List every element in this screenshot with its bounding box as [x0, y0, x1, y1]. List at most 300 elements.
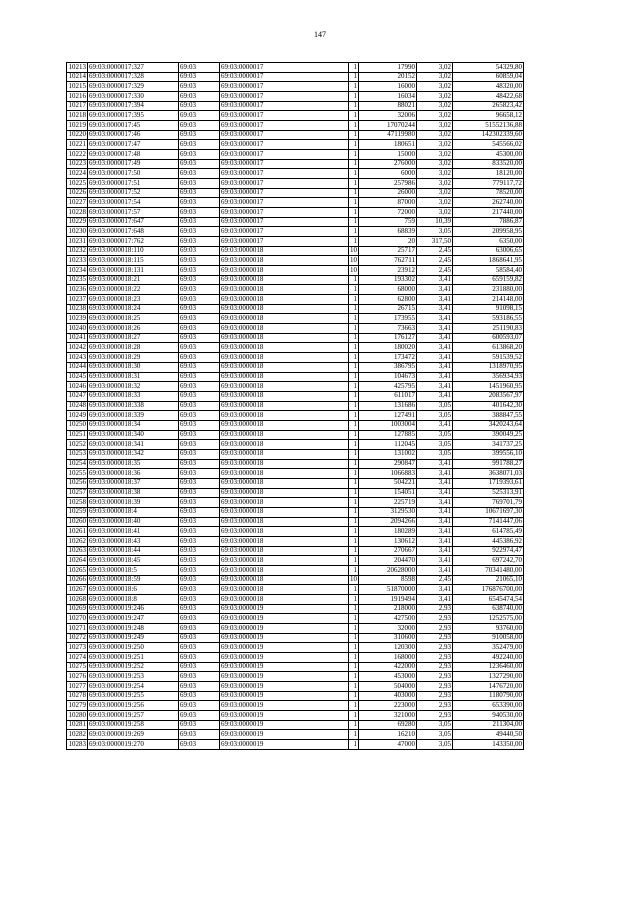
row-number-cell: 10224: [68, 168, 86, 177]
group-code-cell: 1: [349, 420, 359, 430]
cadastral-number-cell: 69:03:0000018:45: [88, 556, 179, 566]
cadastral-block-cell: 69:03:0000018: [220, 333, 349, 343]
cadastral-value-cell: 51552136,88: [453, 121, 524, 131]
group-code-cell: 1: [349, 556, 359, 566]
area-cell: 72000: [359, 208, 417, 218]
cadastral-block-cell: 69:03:0000018: [220, 256, 349, 266]
table-row: [67, 343, 524, 353]
table-row: [67, 682, 524, 692]
row-number-cell: 10253: [68, 449, 86, 458]
group-code-cell: 1: [349, 411, 359, 421]
table-row: [67, 720, 524, 730]
cadastral-value-cell: 176876700,00: [453, 585, 524, 595]
cadastral-block-cell: 69:03:0000018: [220, 565, 349, 575]
district-code-cell: 69:03: [179, 682, 220, 692]
group-code-cell: 1: [349, 208, 359, 218]
table-row: [67, 498, 524, 508]
row-number-cell: 10230: [68, 227, 86, 235]
cadastral-value-cell: 209958,95: [453, 227, 524, 237]
cadastral-number-cell: 69:03:0000018:110: [88, 246, 179, 256]
group-code-cell: 1: [349, 169, 359, 179]
group-code-cell: 1: [349, 304, 359, 314]
cadastral-value-cell: 614785,49: [453, 527, 524, 537]
cadastral-number-cell: 69:03:0000019:251: [88, 652, 179, 662]
area-cell: 611017: [359, 391, 417, 401]
area-cell: 168000: [359, 652, 417, 662]
table-row: [67, 517, 524, 527]
specific-value-cell: 3,02: [417, 121, 453, 131]
cadastral-value-cell: 1327290,00: [453, 672, 524, 682]
cadastral-value-cell: 78520,00: [453, 188, 524, 198]
cadastral-number-cell: 69:03:0000018:34: [88, 420, 179, 430]
specific-value-cell: 3,02: [417, 179, 453, 189]
row-number-cell: 10274: [68, 652, 86, 661]
group-code-cell: 1: [349, 643, 359, 653]
cadastral-block-cell: 69:03:0000018: [220, 401, 349, 411]
cadastral-value-cell: 231880,00: [453, 285, 524, 295]
group-code-cell: 1: [349, 565, 359, 575]
area-cell: 504221: [359, 478, 417, 488]
cadastral-number-cell: 69:03:0000018:342: [88, 449, 179, 459]
group-code-cell: 1: [349, 498, 359, 508]
table-row: [67, 430, 524, 440]
area-cell: 180651: [359, 140, 417, 150]
area-cell: 32000: [359, 623, 417, 633]
cadastral-value-cell: 251190,83: [453, 324, 524, 334]
cadastral-number-cell: 69:03:0000017:330: [88, 92, 179, 102]
cadastral-number-cell: 69:03:0000018:23: [88, 295, 179, 305]
row-number-cell: 10262: [68, 536, 86, 545]
district-code-cell: 69:03: [179, 401, 220, 411]
table-row: [67, 82, 524, 92]
district-code-cell: 69:03: [179, 130, 220, 140]
area-cell: 225719: [359, 498, 417, 508]
cadastral-value-cell: 262740,00: [453, 198, 524, 208]
page-number: 147: [314, 30, 326, 39]
cadastral-value-cell: 18120,00: [453, 169, 524, 179]
cadastral-block-cell: 69:03:0000018: [220, 275, 349, 285]
cadastral-block-cell: 69:03:0000018: [220, 527, 349, 537]
table-row: [67, 121, 524, 131]
cadastral-value-cell: 390049,25: [453, 430, 524, 440]
cadastral-value-cell: 401642,30: [453, 401, 524, 411]
group-code-cell: 10: [350, 575, 357, 584]
cadastral-value-cell: 21065,10: [453, 575, 524, 585]
area-cell: 20628000: [359, 565, 417, 575]
cadastral-block-cell: 69:03:0000017: [220, 237, 349, 247]
table-row: [67, 314, 524, 324]
specific-value-cell: 3,02: [417, 101, 453, 111]
table-row: [67, 672, 524, 682]
table-row: [67, 546, 524, 556]
specific-value-cell: 3,41: [417, 304, 453, 314]
group-code-cell: 1: [349, 585, 359, 595]
district-code-cell: 69:03: [179, 208, 220, 218]
area-cell: 62800: [359, 295, 417, 305]
group-code-cell: 1: [349, 536, 359, 546]
group-code-cell: 1: [349, 92, 359, 102]
area-cell: 427500: [359, 614, 417, 624]
district-code-cell: 69:03: [179, 391, 220, 401]
area-cell: 88021: [359, 101, 417, 111]
district-code-cell: 69:03: [179, 691, 220, 701]
row-number-cell: 10242: [68, 343, 86, 352]
group-code-cell: 1: [349, 662, 359, 672]
cadastral-value-cell: 217440,00: [453, 208, 524, 218]
district-code-cell: 69:03: [179, 314, 220, 324]
cadastral-block-cell: 69:03:0000018: [220, 507, 349, 517]
cadastral-value-cell: 45300,00: [453, 150, 524, 160]
group-code-cell: 1: [349, 430, 359, 440]
row-number-cell: 10237: [68, 294, 86, 303]
cadastral-value-cell: 653390,00: [453, 701, 524, 711]
cadastral-number-cell: 69:03:0000019:255: [88, 691, 179, 701]
cadastral-block-cell: 69:03:0000017: [220, 130, 349, 140]
area-cell: 3129530: [359, 507, 417, 517]
cadastral-number-cell: 69:03:0000017:54: [88, 198, 179, 208]
cadastral-block-cell: 69:03:0000017: [220, 92, 349, 102]
cadastral-number-cell: 69:03:0000018:30: [88, 362, 179, 372]
cadastral-block-cell: 69:03:0000019: [220, 711, 349, 721]
area-cell: 17990: [359, 63, 417, 73]
cadastral-block-cell: 69:03:0000017: [220, 188, 349, 198]
row-number-cell: 10275: [68, 662, 86, 671]
row-number-cell: 10218: [68, 110, 86, 119]
cadastral-value-cell: 1180790,00: [453, 691, 524, 701]
cadastral-value-cell: 7141447,06: [453, 517, 524, 527]
table-row: [67, 362, 524, 372]
area-cell: 204470: [359, 556, 417, 566]
cadastral-number-cell: 69:03:0000018:59: [88, 575, 179, 585]
row-number-cell: 10229: [68, 217, 86, 226]
specific-value-cell: 3,41: [417, 372, 453, 382]
cadastral-block-cell: 69:03:0000018: [220, 285, 349, 295]
cadastral-number-cell: 69:03:0000019:257: [88, 711, 179, 721]
specific-value-cell: 3,41: [417, 275, 453, 285]
table-row: [67, 449, 524, 459]
row-number-cell: 10271: [68, 623, 86, 632]
area-cell: 173955: [359, 314, 417, 324]
table-row: [67, 295, 524, 305]
table-row: [67, 691, 524, 701]
group-code-cell: 1: [349, 275, 359, 285]
specific-value-cell: 3,02: [417, 198, 453, 208]
specific-value-cell: 3,05: [417, 440, 453, 450]
specific-value-cell: 2,93: [417, 682, 453, 692]
area-cell: 310600: [359, 633, 417, 643]
table-row: [67, 614, 524, 624]
cadastral-number-cell: 69:03:0000018:37: [88, 478, 179, 488]
cadastral-value-cell: 1868641,95: [453, 256, 524, 266]
table-row: [67, 324, 524, 334]
cadastral-block-cell: 69:03:0000018: [220, 498, 349, 508]
cadastral-block-cell: 69:03:0000019: [220, 633, 349, 643]
row-number-cell: 10215: [68, 81, 86, 90]
table-row: [67, 652, 524, 662]
specific-value-cell: 3,41: [417, 517, 453, 527]
row-number-cell: 10272: [68, 633, 86, 642]
group-code-cell: 1: [349, 652, 359, 662]
cadastral-number-cell: 69:03:0000019:247: [88, 614, 179, 624]
district-code-cell: 69:03: [179, 594, 220, 604]
area-cell: 218000: [359, 604, 417, 614]
specific-value-cell: 3,41: [417, 285, 453, 295]
table-row: [67, 459, 524, 469]
district-code-cell: 69:03: [179, 63, 220, 73]
district-code-cell: 69:03: [179, 585, 220, 595]
row-number-cell: 10260: [68, 517, 86, 526]
cadastral-block-cell: 69:03:0000019: [220, 691, 349, 701]
cadastral-block-cell: 69:03:0000018: [220, 469, 349, 479]
cadastral-block-cell: 69:03:0000018: [220, 556, 349, 566]
group-code-cell: 1: [349, 227, 359, 237]
group-code-cell: 1: [349, 333, 359, 343]
cadastral-value-cell: 545566,02: [453, 140, 524, 150]
group-code-cell: 1: [349, 343, 359, 353]
specific-value-cell: 2,45: [417, 256, 453, 266]
table-row: [67, 63, 524, 73]
cadastral-value-cell: 399556,10: [453, 449, 524, 459]
area-cell: 47119980: [359, 130, 417, 140]
specific-value-cell: 3,41: [417, 382, 453, 392]
district-code-cell: 69:03: [179, 517, 220, 527]
table-row: [67, 662, 524, 672]
cadastral-block-cell: 69:03:0000019: [220, 643, 349, 653]
table-row: [67, 391, 524, 401]
cadastral-block-cell: 69:03:0000018: [220, 411, 349, 421]
cadastral-number-cell: 69:03:0000017:52: [88, 188, 179, 198]
table-row: [67, 575, 524, 585]
cadastral-value-cell: 1476720,00: [453, 682, 524, 692]
area-cell: 386795: [359, 362, 417, 372]
specific-value-cell: 3,02: [417, 72, 453, 82]
cadastral-number-cell: 69:03:0000019:256: [88, 701, 179, 711]
row-number-cell: 10278: [68, 691, 86, 700]
specific-value-cell: 3,41: [417, 343, 453, 353]
cadastral-block-cell: 69:03:0000017: [220, 72, 349, 82]
row-number-cell: 10259: [68, 507, 86, 516]
row-number-cell: 10236: [68, 285, 86, 294]
district-code-cell: 69:03: [179, 121, 220, 131]
cadastral-value-cell: 525313,91: [453, 488, 524, 498]
cadastral-number-cell: 69:03:0000017:329: [88, 82, 179, 92]
area-cell: 51870000: [359, 585, 417, 595]
area-cell: 403000: [359, 691, 417, 701]
specific-value-cell: 3,41: [417, 333, 453, 343]
district-code-cell: 69:03: [179, 362, 220, 372]
group-code-cell: 1: [349, 449, 359, 459]
cadastral-number-cell: 69:03:0000018:26: [88, 324, 179, 334]
area-cell: 120300: [359, 643, 417, 653]
area-cell: 16034: [359, 92, 417, 102]
cadastral-number-cell: 69:03:0000017:762: [88, 237, 179, 247]
cadastral-number-cell: 69:03:0000018:39: [88, 498, 179, 508]
district-code-cell: 69:03: [179, 556, 220, 566]
area-cell: 16210: [359, 730, 417, 740]
area-cell: 762711: [359, 256, 417, 266]
table-row: [67, 353, 524, 363]
cadastral-number-cell: 69:03:0000019:252: [88, 662, 179, 672]
group-code-cell: 1: [349, 188, 359, 198]
cadastral-block-cell: 69:03:0000019: [220, 662, 349, 672]
row-number-cell: 10241: [68, 333, 86, 342]
cadastral-block-cell: 69:03:0000017: [220, 179, 349, 189]
table-row: [67, 740, 524, 750]
group-code-cell: 1: [349, 101, 359, 111]
cadastral-number-cell: 69:03:0000017:50: [88, 169, 179, 179]
area-cell: 1066883: [359, 469, 417, 479]
specific-value-cell: 3,05: [417, 449, 453, 459]
row-number-cell: 10243: [68, 352, 86, 361]
group-code-cell: 1: [349, 507, 359, 517]
group-code-cell: 1: [349, 314, 359, 324]
table-row: [67, 217, 524, 227]
specific-value-cell: 3,02: [417, 111, 453, 121]
district-code-cell: 69:03: [179, 275, 220, 285]
group-code-cell: 1: [349, 720, 359, 730]
cadastral-value-cell: 922974,47: [453, 546, 524, 556]
cadastral-block-cell: 69:03:0000017: [220, 82, 349, 92]
area-cell: 180020: [359, 343, 417, 353]
specific-value-cell: 3,02: [417, 159, 453, 169]
group-code-cell: 1: [349, 111, 359, 121]
cadastral-number-cell: 69:03:0000018:340: [88, 430, 179, 440]
cadastral-block-cell: 69:03:0000018: [220, 372, 349, 382]
cadastral-value-cell: 63006,65: [453, 246, 524, 256]
specific-value-cell: 10,39: [417, 217, 453, 227]
group-code-cell: 1: [349, 488, 359, 498]
table-body: [67, 63, 524, 750]
cadastral-block-cell: 69:03:0000017: [220, 111, 349, 121]
table-row: [67, 372, 524, 382]
cadastral-number-cell: 69:03:0000017:647: [88, 217, 179, 227]
cadastral-value-cell: 600593,07: [453, 333, 524, 343]
row-number-cell: 10248: [68, 401, 86, 410]
group-code-cell: 1: [349, 633, 359, 643]
table-row: [67, 401, 524, 411]
district-code-cell: 69:03: [179, 730, 220, 740]
cadastral-number-cell: 69:03:0000018:4: [88, 507, 179, 517]
table-row: [67, 730, 524, 740]
area-cell: 8598: [359, 575, 417, 585]
district-code-cell: 69:03: [179, 488, 220, 498]
cadastral-number-cell: 69:03:0000019:248: [88, 623, 179, 633]
area-cell: 173472: [359, 353, 417, 363]
row-number-cell: 10217: [68, 101, 86, 110]
district-code-cell: 69:03: [179, 227, 220, 237]
area-cell: 131002: [359, 449, 417, 459]
cadastral-value-cell: 96658,12: [453, 111, 524, 121]
specific-value-cell: 3,41: [417, 527, 453, 537]
specific-value-cell: 2,93: [417, 633, 453, 643]
table-row: [67, 275, 524, 285]
row-number-cell: 10245: [68, 372, 86, 381]
group-code-cell: 1: [349, 730, 359, 740]
specific-value-cell: 3,02: [417, 169, 453, 179]
area-cell: 112045: [359, 440, 417, 450]
row-number-cell: 10246: [68, 381, 86, 390]
specific-value-cell: 2,93: [417, 604, 453, 614]
table-row: [67, 130, 524, 140]
area-cell: 276000: [359, 159, 417, 169]
cadastral-number-cell: 69:03:0000017:328: [88, 72, 179, 82]
table-row: [67, 411, 524, 421]
cadastral-number-cell: 69:03:0000018:32: [88, 382, 179, 392]
cadastral-number-cell: 69:03:0000018:25: [88, 314, 179, 324]
cadastral-value-cell: 991788,27: [453, 459, 524, 469]
specific-value-cell: 3,41: [417, 469, 453, 479]
cadastral-value-cell: 341737,25: [453, 440, 524, 450]
specific-value-cell: 3,05: [417, 411, 453, 421]
area-cell: 104673: [359, 372, 417, 382]
row-number-cell: 10249: [68, 410, 86, 419]
district-code-cell: 69:03: [179, 285, 220, 295]
group-code-cell: 1: [349, 72, 359, 82]
group-code-cell: 1: [349, 546, 359, 556]
district-code-cell: 69:03: [179, 237, 220, 247]
cadastral-number-cell: 69:03:0000018:44: [88, 546, 179, 556]
cadastral-value-cell: 388847,55: [453, 411, 524, 421]
table-row: [67, 507, 524, 517]
row-number-cell: 10268: [68, 594, 86, 603]
row-number-cell: 10232: [68, 246, 86, 255]
cadastral-number-cell: 69:03:0000018:5: [88, 565, 179, 575]
cadastral-number-cell: 69:03:0000018:6: [88, 585, 179, 595]
specific-value-cell: 3,02: [417, 92, 453, 102]
table-row: [67, 594, 524, 604]
specific-value-cell: 3,41: [417, 594, 453, 604]
cadastral-value-cell: 70341480,00: [453, 565, 524, 575]
group-code-cell: 1: [349, 362, 359, 372]
cadastral-number-cell: 69:03:0000019:270: [88, 740, 179, 750]
specific-value-cell: 3,02: [417, 208, 453, 218]
district-code-cell: 69:03: [179, 643, 220, 653]
cadastral-block-cell: 69:03:0000018: [220, 536, 349, 546]
group-code-cell: 1: [349, 623, 359, 633]
cadastral-block-cell: 69:03:0000017: [220, 198, 349, 208]
cadastral-number-cell: 69:03:0000019:253: [88, 672, 179, 682]
cadastral-value-cell: 6350,00: [453, 237, 524, 247]
cadastral-block-cell: 69:03:0000019: [220, 701, 349, 711]
area-cell: 176127: [359, 333, 417, 343]
row-number-cell: 10270: [68, 613, 86, 622]
cadastral-block-cell: 69:03:0000018: [220, 575, 349, 585]
area-cell: 127491: [359, 411, 417, 421]
table-row: [67, 643, 524, 653]
district-code-cell: 69:03: [179, 459, 220, 469]
cadastral-number-cell: 69:03:0000018:131: [88, 266, 179, 276]
table-row: [67, 711, 524, 721]
table-row: [67, 72, 524, 82]
row-number-cell: 10254: [68, 459, 86, 468]
cadastral-value-cell: 265823,42: [453, 101, 524, 111]
specific-value-cell: 3,02: [417, 150, 453, 160]
table-row: [67, 179, 524, 189]
cadastral-block-cell: 69:03:0000019: [220, 740, 349, 750]
table-row: [67, 478, 524, 488]
district-code-cell: 69:03: [179, 333, 220, 343]
cadastral-number-cell: 69:03:0000018:38: [88, 488, 179, 498]
cadastral-number-cell: 69:03:0000017:57: [88, 208, 179, 218]
row-number-cell: 10238: [68, 304, 86, 313]
cadastral-block-cell: 69:03:0000018: [220, 420, 349, 430]
cadastral-value-cell: 48422,68: [453, 92, 524, 102]
area-cell: 131686: [359, 401, 417, 411]
cadastral-block-cell: 69:03:0000018: [220, 594, 349, 604]
table-row: [67, 111, 524, 121]
cadastral-block-cell: 69:03:0000017: [220, 227, 349, 237]
cadastral-block-cell: 69:03:0000019: [220, 682, 349, 692]
